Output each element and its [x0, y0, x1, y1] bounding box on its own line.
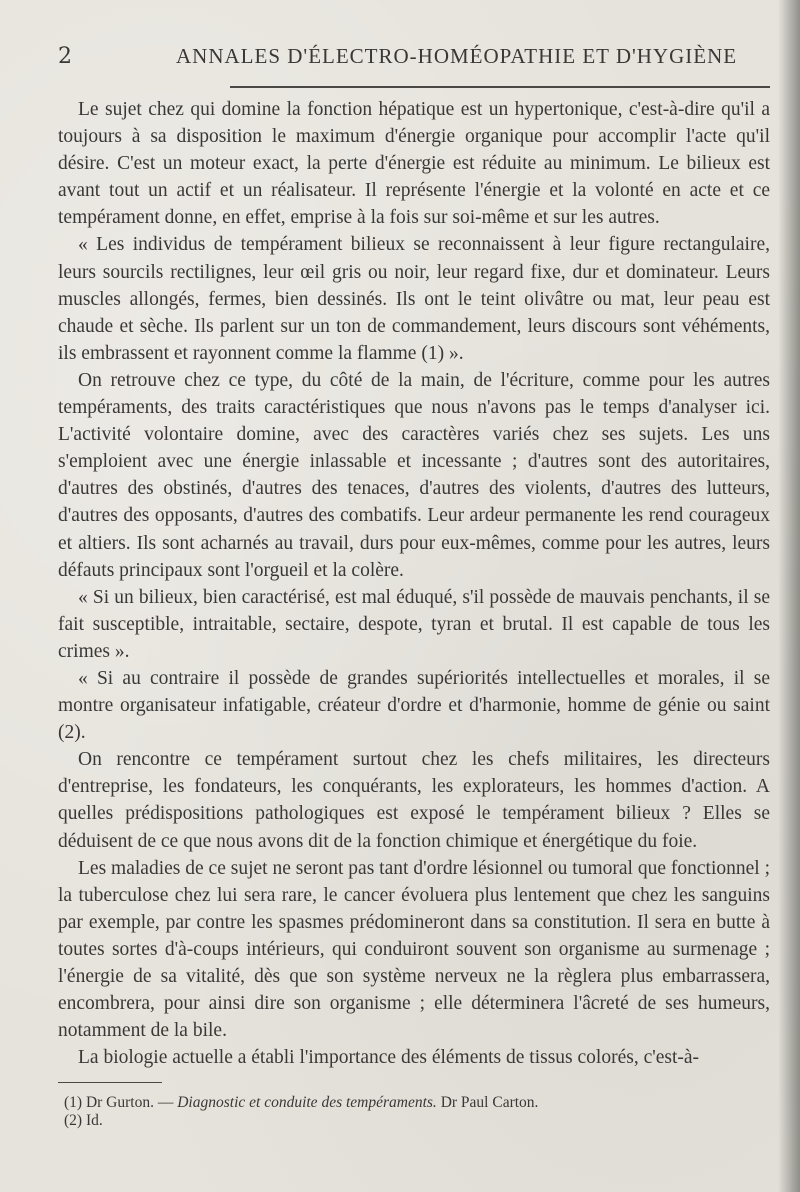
paragraph-8: La biologie actuelle a établi l'importance des éléments de tissus colorés, c'est-à- — [78, 1047, 700, 1069]
footnotes — [64, 1094, 764, 1130]
footnote-1-title: Diagnostic et conduite des tempéraments. — [177, 1094, 437, 1111]
footnote-1 — [64, 1094, 764, 1112]
paragraph-3: On retrouve chez ce type, du côté de la main, de l'écriture, comme pour les autres tempéraments, des traits caractéristiques que nous n'avons pas le temps d'analyser ici. L'activité volontaire domine, avec des caractères variés chez ses sujets. Les uns s'emploient avec une énergie inlassable et incessante ; d'autres sont des autoritaires, d'autres des obstinés, d'autres des tenaces, d'autres des violents, d'autres des lutteurs, d'autres des opposants, d'autres des combatifs. Leur ardeur permanente les rend courageux et altiers. Ils sont acharnés au travail, durs pour eux-mêmes, comme pour les autres, leurs défauts principaux sont l'orgueil et la colère. — [58, 369, 770, 581]
header-rule — [230, 86, 770, 88]
paragraph-2: « Les individus de tempérament bilieux se reconnaissent à leur figure rectangulaire, leurs sourcils rectilignes, leur œil gris ou noir, leur regard fixe, dur et dominateur. Leurs muscles allongés, fermes, bien dessinés. Ils ont le teint olivâtre ou mat, leur peau est chaude et sèche. Ils parlent sur un ton de commandement, leurs discours sont véhéments, ils embrassent et rayonnent comme la flamme (1) ». — [58, 234, 770, 364]
footnote-1-author: Dr Gurton. — — [85, 1094, 174, 1111]
paragraph-6: On rencontre ce tempérament surtout chez les chefs militaires, les directeurs d'entreprise, les fondateurs, les conquérants, les explorateurs, les hommes d'action. A quelles prédispositions pathologiques est exposé le tempérament bilieux ? Elles se déduisent de ce que nous avons dit de la fonction chimique et énergétique du foie. — [58, 749, 770, 852]
footnote-1-marker: (1) — [64, 1094, 83, 1111]
footnote-2 — [64, 1112, 764, 1130]
paragraph-1: Le sujet chez qui domine la fonction hépatique est un hypertonique, c'est-à-dire qu'il a toujours à sa disposition le maximum d'énergie organique pour accomplir l'acte qu'il désire. C'est un moteur exact, la perte d'énergie est réduite au minimum. Le bilieux est avant tout un actif et un réalisateur. Il représente l'énergie et la volonté en acte et ce tempérament donne, en effet, emprise à la fois sur soi-même et sur les autres. — [58, 99, 770, 229]
paragraph-5: « Si au contraire il possède de grandes supériorités intellectuelles et morales, il se montre organisateur infatigable, créateur d'ordre et d'harmonie, homme de génie ou saint (2). — [58, 667, 770, 744]
footnote-2-text: Id. — [85, 1112, 103, 1129]
footnote-1-source: Dr Paul Carton. — [440, 1094, 539, 1111]
page-edge-shadow — [778, 0, 800, 1192]
footnote-rule — [58, 1082, 162, 1083]
paragraph-7: Les maladies de ce sujet ne seront pas tant d'ordre lésionnel ou tumoral que fonctionnel ; la tuberculose chez lui sera rare, le cancer évoluera plus lentement que chez les sanguins par exemple, par contre les spasmes prédomineront dans sa constitution. Il sera en butte à toutes sortes d'à-coups intérieurs, qui conduiront souvent son organisme au surmenage ; l'énergie de sa vitalité, dès que son système nerveux ne la règlera plus embarrassera, encombrera, pour ainsi dire son organisme ; elle déterminera l'âcreté de ses humeurs, notamment de la bile. — [58, 857, 770, 1042]
footnote-2-marker: (2) — [64, 1112, 83, 1129]
running-title: ANNALES D'ÉLECTRO-HOMÉOPATHIE ET D'HYGIÈNE — [176, 44, 738, 68]
paragraph-4: « Si un bilieux, bien caractérisé, est mal éduqué, s'il possède de mauvais penchants, il se fait susceptible, intraitable, sectaire, despote, tyran et brutal. Il est capable de tous les crimes ». — [58, 586, 770, 662]
page-number: 2 — [58, 44, 73, 69]
page-header — [58, 44, 770, 74]
body-text — [58, 96, 770, 1071]
